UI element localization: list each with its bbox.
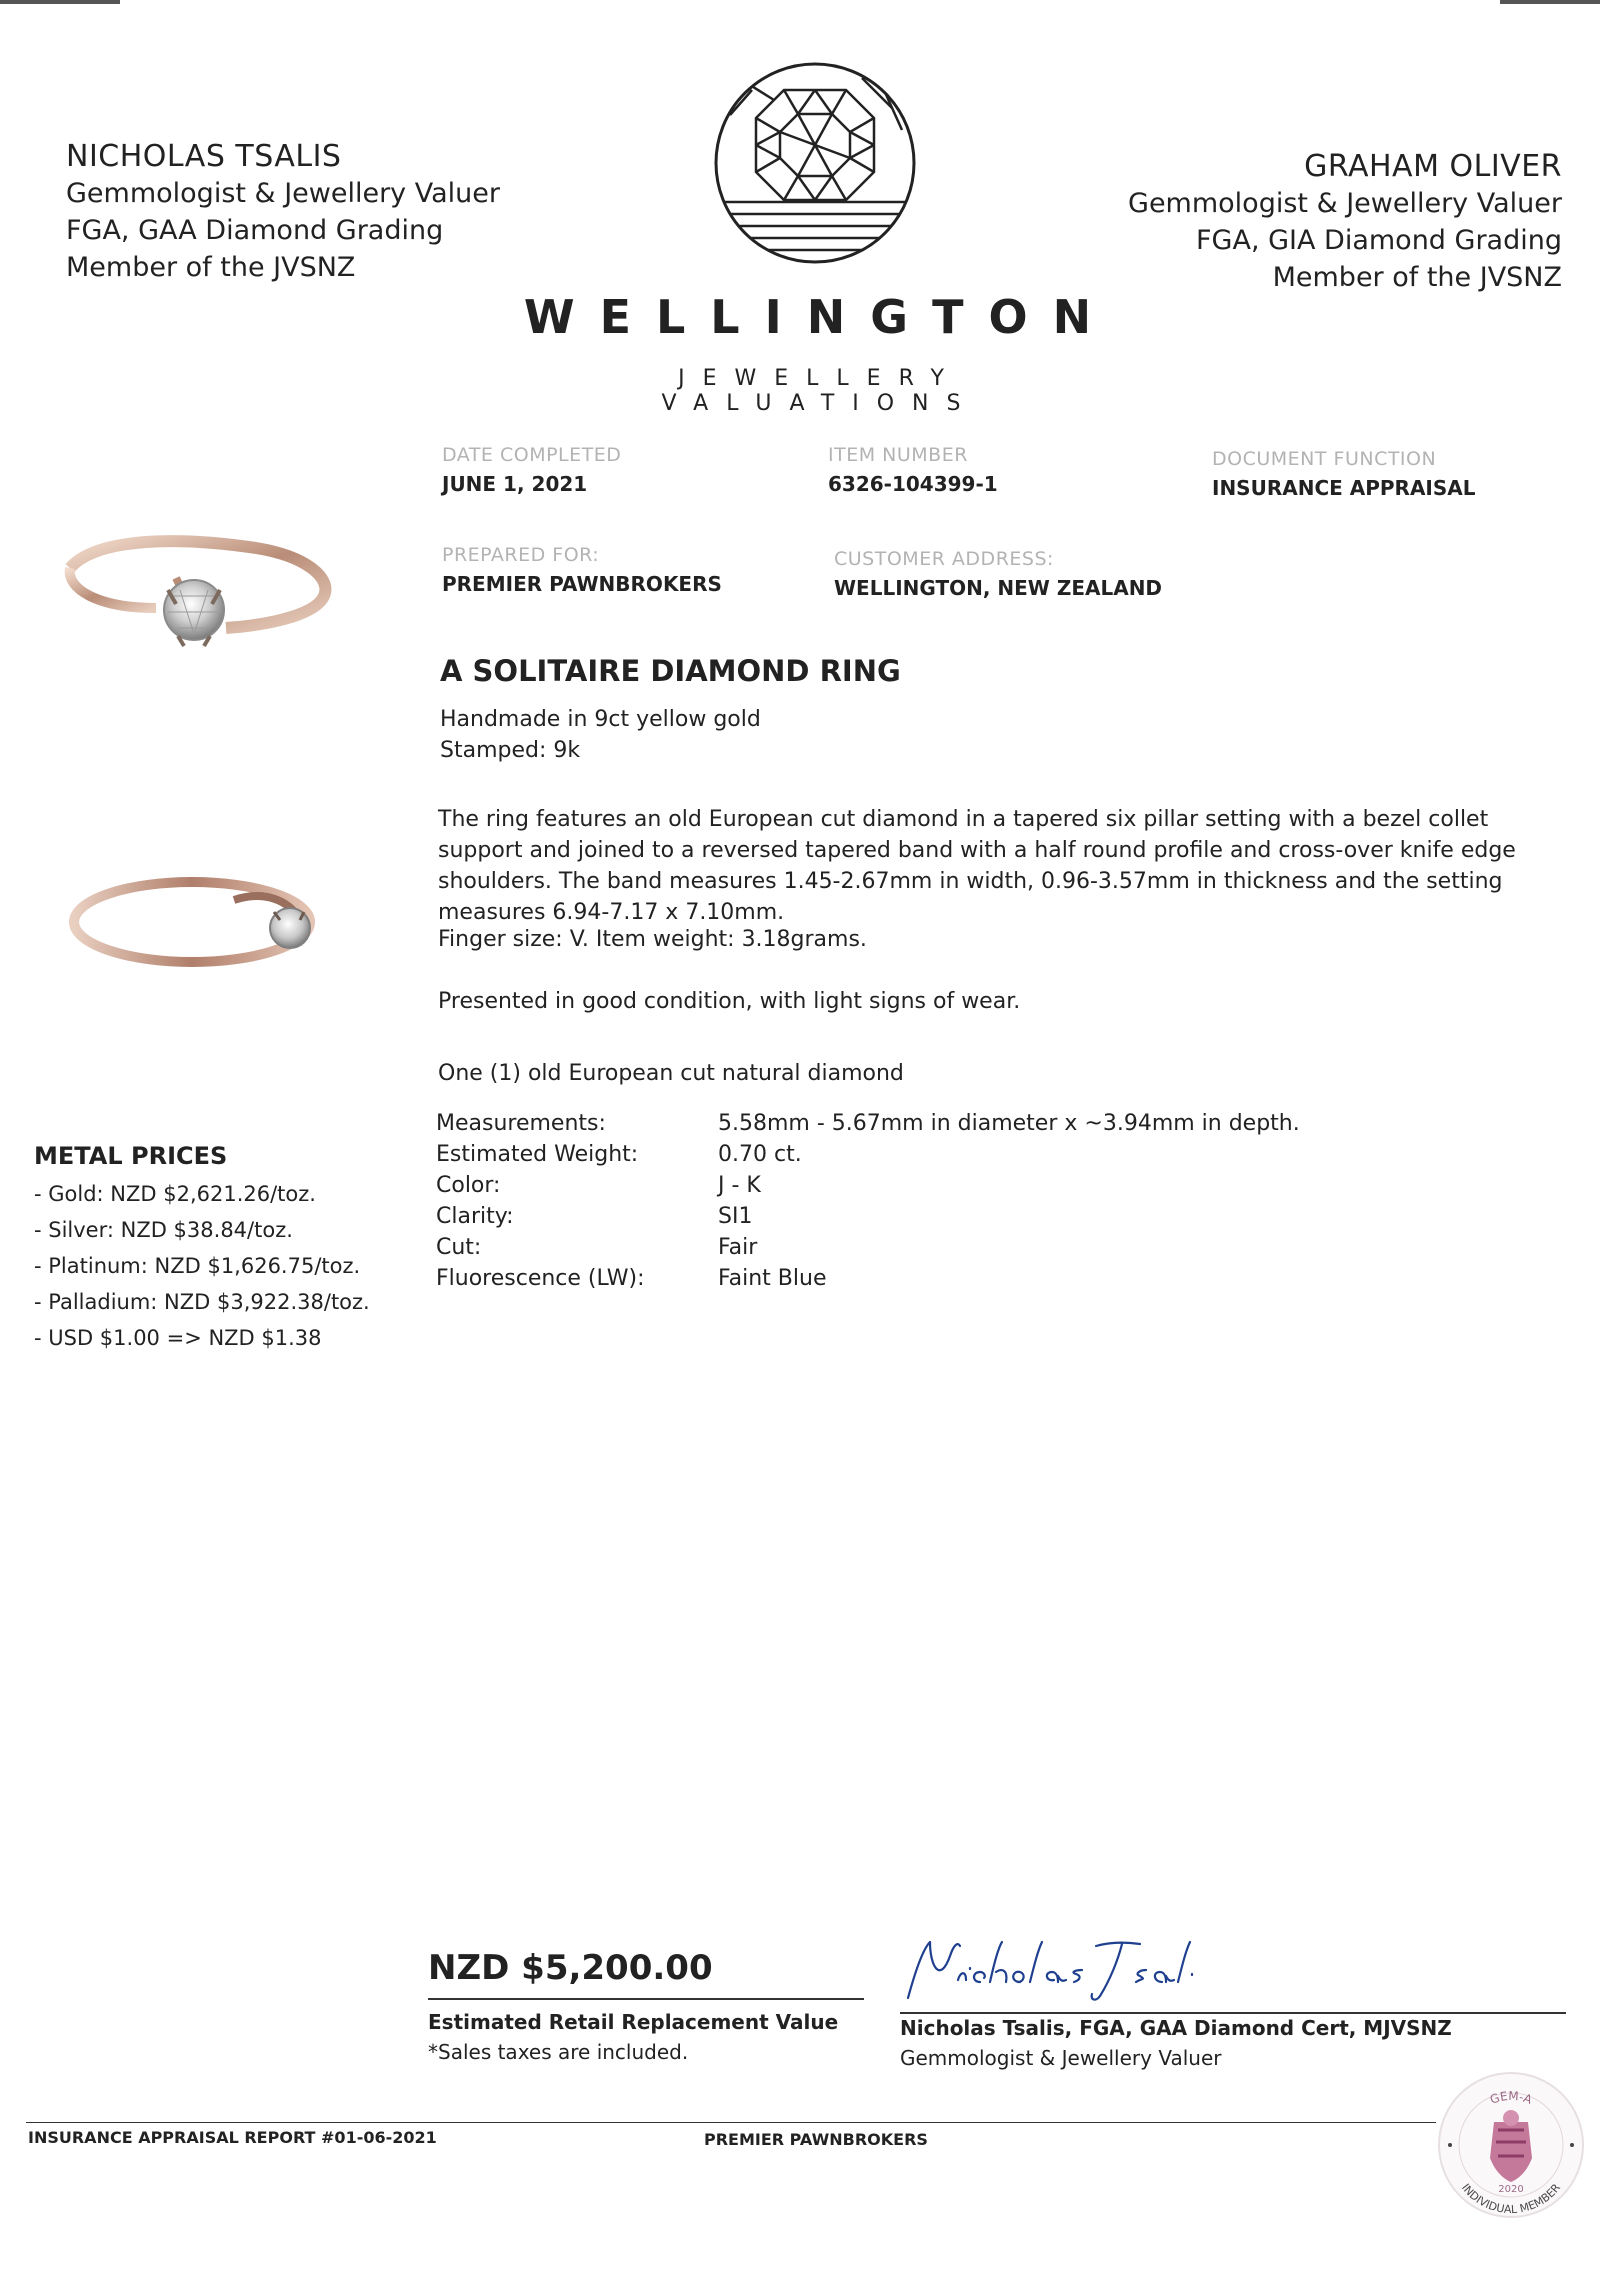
spec-value: Faint Blue (718, 1266, 827, 1291)
item-finger-size: Finger size: V. Item weight: 3.18grams. (438, 927, 867, 952)
spec-row (436, 1263, 1300, 1294)
spec-value: J - K (718, 1173, 761, 1198)
metal-prices-heading: METAL PRICES (34, 1142, 228, 1170)
item-number-value: 6326-104399-1 (828, 472, 998, 496)
item-condition: Presented in good condition, with light signs of wear. (438, 989, 1021, 1014)
valuer-right (1128, 148, 1562, 296)
ring-photo-side (64, 860, 334, 990)
valuer-left-role: Gemmologist & Jewellery Valuer (66, 178, 500, 209)
item-title: A SOLITAIRE DIAMOND RING (440, 654, 901, 688)
spec-label: Measurements: (436, 1111, 606, 1136)
spec-label: Fluorescence (LW): (436, 1266, 645, 1291)
badge-year: 2020 (1498, 2184, 1524, 2195)
spec-label: Estimated Weight: (436, 1142, 639, 1167)
badge-top-text: GEM-A (1488, 2088, 1534, 2107)
spec-label: Clarity: (436, 1204, 514, 1229)
valuer-right-qualification: FGA, GIA Diamond Grading (1196, 225, 1562, 256)
spec-value: Fair (718, 1235, 758, 1260)
valuation-note: *Sales taxes are included. (428, 2040, 689, 2064)
spec-table (436, 1108, 1300, 1294)
spec-value: SI1 (718, 1204, 753, 1229)
valuer-left-name: NICHOLAS TSALIS (66, 139, 342, 174)
valuer-left (66, 138, 500, 286)
valuation-amount: NZD $5,200.00 (428, 1948, 713, 1988)
valuation-label: Estimated Retail Replacement Value (428, 2010, 839, 2034)
document-function-label: DOCUMENT FUNCTION (1212, 448, 1437, 470)
spec-row (436, 1139, 1300, 1170)
scan-edge-right (1500, 0, 1600, 4)
item-number-label: ITEM NUMBER (828, 444, 968, 466)
scan-edge-left (0, 0, 120, 4)
cushion-diamond-logo-icon (712, 60, 918, 266)
valuer-left-membership: Member of the JVSNZ (66, 252, 356, 283)
date-completed-value: JUNE 1, 2021 (442, 472, 588, 496)
customer-address-value: WELLINGTON, NEW ZEALAND (834, 576, 1163, 600)
signature-title: Gemmologist & Jewellery Valuer (900, 2046, 1222, 2070)
prepared-for-label: PREPARED FOR: (442, 544, 600, 566)
ring-photo-top (56, 508, 346, 688)
spec-value: 5.58mm - 5.67mm in diameter x ~3.94mm in depth. (718, 1111, 1300, 1136)
valuation-rule (428, 1998, 864, 2000)
stone-specs (436, 1108, 1300, 1294)
signature-name: Nicholas Tsalis, FGA, GAA Diamond Cert, MJVSNZ (900, 2016, 1452, 2040)
item-number (828, 444, 998, 496)
spec-row (436, 1201, 1300, 1232)
date-completed-label: DATE COMPLETED (442, 444, 622, 466)
gem-a-badge (1436, 2070, 1586, 2220)
footer-report-number: INSURANCE APPRAISAL REPORT #01-06-2021 (28, 2128, 437, 2147)
signature-rule (900, 2012, 1566, 2014)
prepared-for (442, 544, 722, 596)
metal-price-item: - Palladium: NZD $3,922.38/toz. (34, 1290, 370, 1314)
metal-price-item: - Platinum: NZD $1,626.75/toz. (34, 1254, 361, 1278)
metal-price-item: - Silver: NZD $38.84/toz. (34, 1218, 293, 1242)
spec-row (436, 1170, 1300, 1201)
valuer-right-membership: Member of the JVSNZ (1272, 262, 1562, 293)
brand-subtitle: JEWELLERY VALUATIONS (661, 366, 979, 416)
footer-client: PREMIER PAWNBROKERS (704, 2130, 928, 2149)
metal-price-item: - Gold: NZD $2,621.26/toz. (34, 1182, 316, 1206)
customer-address (834, 548, 1162, 600)
stone-heading: One (1) old European cut natural diamond (438, 1061, 904, 1086)
metal-price-item: - USD $1.00 => NZD $1.38 (34, 1326, 322, 1350)
date-completed (442, 444, 621, 496)
spec-label: Cut: (436, 1235, 482, 1260)
item-material-block (440, 704, 761, 766)
spec-row (436, 1232, 1300, 1263)
document-function-value: INSURANCE APPRAISAL (1212, 476, 1476, 500)
brand (520, 290, 1120, 416)
footer-rule (26, 2122, 1436, 2123)
valuer-right-name: GRAHAM OLIVER (1304, 149, 1562, 184)
spec-value: 0.70 ct. (718, 1142, 802, 1167)
item-stamp: Stamped: 9k (440, 738, 581, 763)
brand-title: WELLINGTON (523, 290, 1117, 344)
spec-row (436, 1108, 1300, 1139)
item-description: The ring features an old European cut diamond in a tapered six pillar setting with a bezel collet support and joined to a reversed tapered band with a half round profile and cross-over knife edge shoulders. The band measures 1.45-2.67mm in width, 0.96-3.57mm in thickness and the setting measures 6.94-7.17 x 7.10mm. (438, 807, 1516, 925)
metal-prices-list (34, 1176, 370, 1356)
document-function (1212, 448, 1476, 500)
metal-prices (34, 1142, 370, 1356)
handwritten-signature (900, 1936, 1200, 2006)
valuer-left-qualification: FGA, GAA Diamond Grading (66, 215, 444, 246)
prepared-for-value: PREMIER PAWNBROKERS (442, 572, 722, 596)
valuer-right-role: Gemmologist & Jewellery Valuer (1128, 188, 1562, 219)
spec-label: Color: (436, 1173, 501, 1198)
item-material: Handmade in 9ct yellow gold (440, 707, 761, 732)
badge-bottom-text: INDIVIDUAL MEMBER (1458, 2181, 1564, 2217)
customer-address-label: CUSTOMER ADDRESS: (834, 548, 1054, 570)
